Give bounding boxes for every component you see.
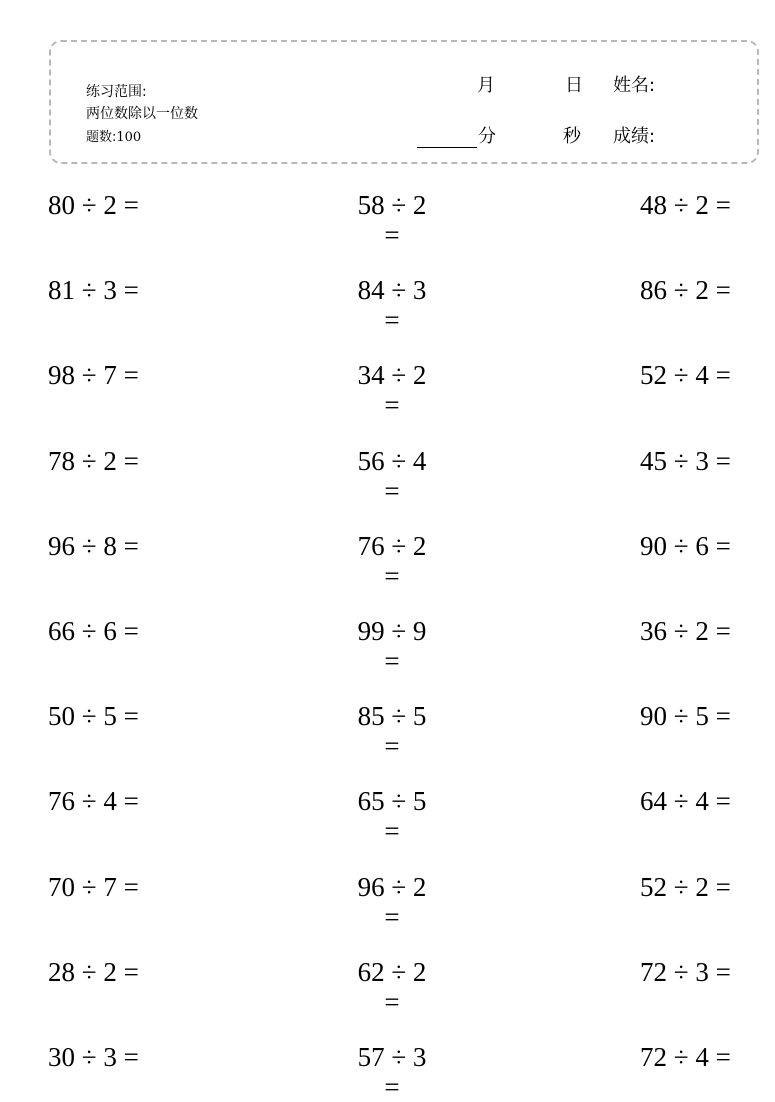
worksheet-header [49,40,759,164]
problem-middle-10: 62 ÷ 2 = [357,957,427,1017]
problem-right-2: 86 ÷ 2 = [640,275,731,305]
scope-value: 两位数除以一位数 [86,106,198,122]
problem-left-3: 98 ÷ 7 = [48,360,139,390]
scope-label: 练习范围: [86,84,147,100]
problem-left-4: 78 ÷ 2 = [48,446,139,476]
question-count-value: 100 [116,130,142,145]
problem-right-10: 72 ÷ 3 = [640,957,731,987]
second-label: 秒 [563,126,581,147]
problem-middle-8: 65 ÷ 5 = [357,786,427,846]
problem-middle-9: 96 ÷ 2 = [357,872,427,932]
problem-middle-5: 76 ÷ 2 = [357,531,427,591]
problem-middle-11: 57 ÷ 3 = [357,1042,427,1102]
problem-middle-2: 84 ÷ 3 = [357,275,427,335]
problem-left-7: 50 ÷ 5 = [48,701,139,731]
problem-right-1: 48 ÷ 2 = [640,190,731,220]
minute-label: 分 [478,126,496,147]
problem-left-8: 76 ÷ 4 = [48,786,139,816]
problem-left-5: 96 ÷ 8 = [48,531,139,561]
problem-middle-7: 85 ÷ 5 = [357,701,427,761]
problem-middle-4: 56 ÷ 4 = [357,446,427,506]
problem-left-1: 80 ÷ 2 = [48,190,139,220]
problem-right-6: 36 ÷ 2 = [640,616,731,646]
question-count [86,126,141,145]
problem-middle-3: 34 ÷ 2 = [357,360,427,420]
day-label: 日 [565,75,583,96]
problem-right-5: 90 ÷ 6 = [640,531,731,561]
problem-right-11: 72 ÷ 4 = [640,1042,731,1072]
problem-left-11: 30 ÷ 3 = [48,1042,139,1072]
problem-left-10: 28 ÷ 2 = [48,957,139,987]
problem-middle-6: 99 ÷ 9 = [357,616,427,676]
problem-left-9: 70 ÷ 7 = [48,872,139,902]
problem-right-7: 90 ÷ 5 = [640,701,731,731]
problem-left-2: 81 ÷ 3 = [48,275,139,305]
month-label: 月 [477,75,495,96]
problem-right-4: 45 ÷ 3 = [640,446,731,476]
minute-blank [417,129,477,148]
score-label: 成绩: [613,126,656,147]
problem-left-6: 66 ÷ 6 = [48,616,139,646]
question-count-label: 题数: [86,130,117,145]
name-label: 姓名: [613,75,656,96]
problem-right-8: 64 ÷ 4 = [640,786,731,816]
problem-middle-1: 58 ÷ 2 = [357,190,427,250]
problem-right-9: 52 ÷ 2 = [640,872,731,902]
minute-field [417,122,496,148]
problem-right-3: 52 ÷ 4 = [640,360,731,390]
